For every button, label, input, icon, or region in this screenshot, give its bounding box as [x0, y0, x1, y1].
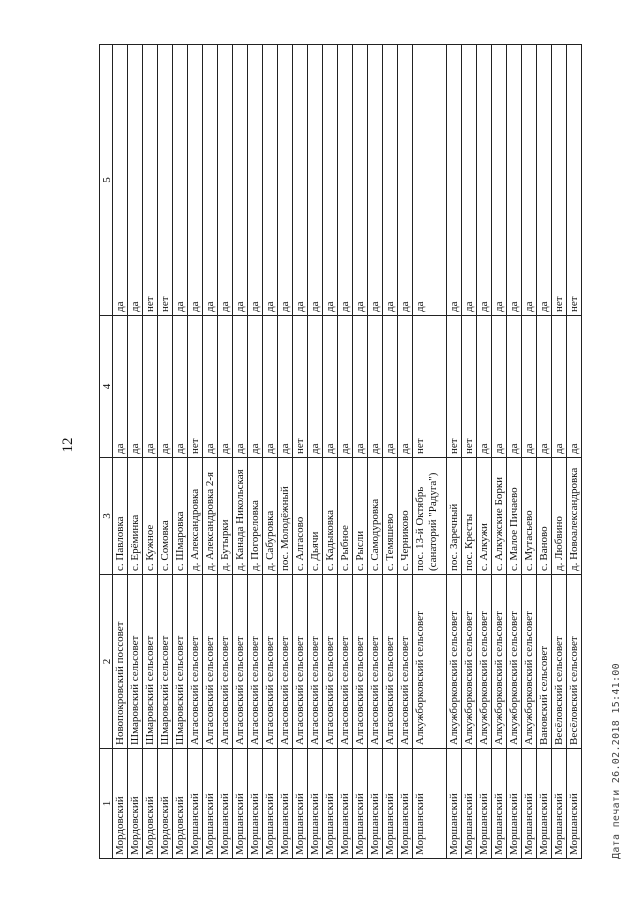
table-cell-col5: да — [248, 44, 263, 315]
table-cell-col1: Моршанский — [462, 748, 477, 859]
table-cell-col4: да — [248, 315, 263, 457]
table-cell-col2: Алгасовский сельсовет — [293, 574, 308, 748]
table-row — [263, 44, 278, 859]
table-cell-col4: нет — [188, 315, 203, 457]
table-cell-col1: Моршанский — [308, 748, 323, 859]
table-cell-col5: да — [507, 44, 522, 315]
table-cell-col5: нет — [158, 44, 173, 315]
table-row — [462, 44, 477, 859]
table-cell-col3: с. Алкужи — [477, 457, 492, 574]
table-cell-col2: Алгасовский сельсовет — [398, 574, 413, 748]
table-cell-col4: да — [368, 315, 383, 457]
table-cell-col3: с. Рысли — [353, 457, 368, 574]
table-cell-col2: Новопокровский поссовет — [113, 574, 128, 748]
table-cell-col2: Шмаровский сельсовет — [143, 574, 158, 748]
table-cell-col3: пос. Молодёжный — [278, 457, 293, 574]
table-cell-col4: да — [173, 315, 188, 457]
table-cell-col1: Мордовский — [143, 748, 158, 859]
table-cell-col4: да — [203, 315, 218, 457]
table-cell-col1: Мордовский — [173, 748, 188, 859]
table-cell-col2: Алгасовский сельсовет — [368, 574, 383, 748]
table-row — [278, 44, 293, 859]
table-cell-col4: да — [233, 315, 248, 457]
table-cell-col5: да — [537, 44, 552, 315]
table-row — [143, 44, 158, 859]
table-cell-col3: с. Кужное — [143, 457, 158, 574]
table-cell-col4: да — [338, 315, 353, 457]
table-row — [128, 44, 143, 859]
table-cell-col3: д. Новоалександровка — [567, 457, 582, 574]
table-cell-col5: да — [173, 44, 188, 315]
table-cell-col2: Алгасовский сельсовет — [203, 574, 218, 748]
table-cell-col2: Шмаровский сельсовет — [128, 574, 143, 748]
table-row — [522, 44, 537, 859]
table-row — [113, 44, 128, 859]
table-cell-col4: да — [383, 315, 398, 457]
table-cell-col2: Алкужборковский сельсовет — [492, 574, 507, 748]
table-row — [537, 44, 552, 859]
table-cell-col3: д. Александровка — [188, 457, 203, 574]
table-cell-col5: нет — [552, 44, 567, 315]
table-cell-col4: да — [218, 315, 233, 457]
header-cell-4: 4 — [100, 315, 114, 457]
table-cell-col1: Моршанский — [567, 748, 582, 859]
table-cell-col4: да — [537, 315, 552, 457]
table-cell-col3: д. Канада Никольская — [233, 457, 248, 574]
header-cell-5: 5 — [100, 44, 114, 315]
table-cell-col3: с. Сомовка — [158, 457, 173, 574]
table-cell-col2: Алгасовский сельсовет — [233, 574, 248, 748]
table-cell-col2: Весёловский сельсовет — [567, 574, 582, 748]
table-cell-col1: Моршанский — [278, 748, 293, 859]
table-row — [368, 44, 383, 859]
table-cell-col1: Моршанский — [552, 748, 567, 859]
table-cell-col5: да — [353, 44, 368, 315]
table-cell-col5: да — [368, 44, 383, 315]
table-cell-col3: пос. Кресты — [462, 457, 477, 574]
table-cell-col4: да — [522, 315, 537, 457]
table-cell-col5: да — [263, 44, 278, 315]
table-row — [233, 44, 248, 859]
table-cell-col4: да — [507, 315, 522, 457]
table-row — [447, 44, 462, 859]
table-cell-col3: пос. Заречный — [447, 457, 462, 574]
table-cell-col2: Вановский сельсовет — [537, 574, 552, 748]
table-cell-col2: Алгасовский сельсовет — [248, 574, 263, 748]
table-cell-col4: да — [308, 315, 323, 457]
table-cell-col1: Мордовский — [113, 748, 128, 859]
table-cell-col5: да — [398, 44, 413, 315]
table-cell-col1: Моршанский — [188, 748, 203, 859]
table-cell-col1: Моршанский — [413, 748, 447, 859]
table-cell-col2: Алкужборковский сельсовет — [522, 574, 537, 748]
table-cell-col4: да — [128, 315, 143, 457]
table-cell-col4: да — [353, 315, 368, 457]
table-cell-col2: Алгасовский сельсовет — [278, 574, 293, 748]
table-cell-col4: да — [323, 315, 338, 457]
table-cell-col1: Моршанский — [218, 748, 233, 859]
table-cell-col1: Моршанский — [263, 748, 278, 859]
table-cell-col1: Моршанский — [507, 748, 522, 859]
table-cell-col5: да — [203, 44, 218, 315]
page-number: 12 — [60, 437, 76, 453]
table-cell-col5: да — [492, 44, 507, 315]
table-cell-col4: да — [567, 315, 582, 457]
table-cell-col3: с. Павловка — [113, 457, 128, 574]
table-cell-col2: Алгасовский сельсовет — [323, 574, 338, 748]
table-cell-col3: с. Дьячи — [308, 457, 323, 574]
print-date: Дата печати 26.02.2018 15:41:00 — [611, 663, 622, 859]
table-cell-col2: Алкужборковский сельсовет — [413, 574, 447, 748]
table-row — [353, 44, 368, 859]
table-cell-col4: да — [492, 315, 507, 457]
table-row — [248, 44, 263, 859]
table-row — [492, 44, 507, 859]
table-cell-col3: с. Алгасово — [293, 457, 308, 574]
table-cell-col2: Алгасовский сельсовет — [188, 574, 203, 748]
table-cell-col1: Моршанский — [338, 748, 353, 859]
table-row — [398, 44, 413, 859]
table-row — [308, 44, 323, 859]
table-cell-col3: с. Темяшево — [383, 457, 398, 574]
table-cell-col1: Моршанский — [293, 748, 308, 859]
table-cell-col2: Шмаровский сельсовет — [173, 574, 188, 748]
table-cell-col4: да — [263, 315, 278, 457]
table-cell-col1: Моршанский — [492, 748, 507, 859]
header-cell-2: 2 — [100, 574, 114, 748]
table-cell-col3: д. Александровка 2-я — [203, 457, 218, 574]
table-row — [323, 44, 338, 859]
table-cell-col4: да — [278, 315, 293, 457]
table-cell-col5: нет — [567, 44, 582, 315]
table-cell-col1: Моршанский — [398, 748, 413, 859]
table-row — [203, 44, 218, 859]
table-cell-col5: да — [413, 44, 447, 315]
table-cell-col3: с. Малое Пичаево — [507, 457, 522, 574]
table-row — [158, 44, 173, 859]
table-cell-col5: да — [308, 44, 323, 315]
table-cell-col3: с. Кадыковка — [323, 457, 338, 574]
header-cell-3: 3 — [100, 457, 114, 574]
table-cell-col5: да — [293, 44, 308, 315]
table-cell-col1: Моршанский — [477, 748, 492, 859]
table-cell-col5: да — [462, 44, 477, 315]
table-cell-col1: Моршанский — [353, 748, 368, 859]
table-cell-col5: да — [278, 44, 293, 315]
table-cell-col2: Весёловский сельсовет — [552, 574, 567, 748]
table-cell-col1: Моршанский — [522, 748, 537, 859]
table-row — [383, 44, 398, 859]
table-cell-col1: Моршанский — [368, 748, 383, 859]
table-cell-col2: Шмаровский сельсовет — [158, 574, 173, 748]
table-cell-col4: да — [158, 315, 173, 457]
table-cell-col3: с. Алкужские Борки — [492, 457, 507, 574]
table-cell-col4: да — [477, 315, 492, 457]
table-cell-col1: Моршанский — [233, 748, 248, 859]
table-row — [188, 44, 203, 859]
table-cell-col5: да — [447, 44, 462, 315]
table-cell-col2: Алгасовский сельсовет — [263, 574, 278, 748]
table-cell-col3: с. Самодуровка — [368, 457, 383, 574]
table-cell-col1: Моршанский — [203, 748, 218, 859]
table-cell-col1: Моршанский — [447, 748, 462, 859]
table-cell-col3: д. Погореловка — [248, 457, 263, 574]
table-cell-col3: с. Черниково — [398, 457, 413, 574]
table-cell-col5: да — [338, 44, 353, 315]
table-cell-col1: Мордовский — [158, 748, 173, 859]
table-cell-col2: Алкужборковский сельсовет — [447, 574, 462, 748]
table-cell-col5: да — [323, 44, 338, 315]
table-cell-col5: да — [218, 44, 233, 315]
table-row — [552, 44, 567, 859]
table-cell-col1: Моршанский — [383, 748, 398, 859]
table-cell-col5: да — [477, 44, 492, 315]
table-cell-col3: с. Ерёминка — [128, 457, 143, 574]
table-cell-col3: д. Любвино — [552, 457, 567, 574]
table-cell-col5: да — [233, 44, 248, 315]
table-cell-col1: Моршанский — [537, 748, 552, 859]
table-cell-col5: да — [188, 44, 203, 315]
table-cell-col4: да — [398, 315, 413, 457]
table-cell-col5: да — [128, 44, 143, 315]
table-cell-col5: да — [113, 44, 128, 315]
header-cell-1: 1 — [100, 748, 114, 859]
table-cell-col2: Алгасовский сельсовет — [308, 574, 323, 748]
table-row — [293, 44, 308, 859]
table-cell-col2: Алгасовский сельсовет — [218, 574, 233, 748]
table-cell-col3: с. Рыбное — [338, 457, 353, 574]
table-row — [338, 44, 353, 859]
table-cell-col3: с. Ваново — [537, 457, 552, 574]
table-cell-col4: нет — [413, 315, 447, 457]
table-cell-col2: Алгасовский сельсовет — [338, 574, 353, 748]
table-cell-col1: Моршанский — [248, 748, 263, 859]
table-row — [218, 44, 233, 859]
table-cell-col1: Моршанский — [323, 748, 338, 859]
table-cell-col3: пос. 13-й Октябрь (санаторий "Радуга") — [413, 457, 447, 574]
table-cell-col4: да — [113, 315, 128, 457]
table-cell-col5: нет — [143, 44, 158, 315]
table-cell-col4: нет — [462, 315, 477, 457]
table-row — [567, 44, 582, 859]
table-cell-col1: Мордовский — [128, 748, 143, 859]
table-header-row — [99, 44, 113, 859]
table-cell-col2: Алкужборковский сельсовет — [462, 574, 477, 748]
table-row — [173, 44, 188, 859]
table-cell-col2: Алгасовский сельсовет — [353, 574, 368, 748]
data-table — [99, 44, 591, 859]
table-cell-col5: да — [383, 44, 398, 315]
table-cell-col3: д. Бутырки — [218, 457, 233, 574]
table-cell-col2: Алкужборковский сельсовет — [477, 574, 492, 748]
table-cell-col4: да — [552, 315, 567, 457]
table-cell-col4: нет — [293, 315, 308, 457]
table-row — [507, 44, 522, 859]
table-cell-col4: нет — [447, 315, 462, 457]
table-cell-col3: с. Мутасьево — [522, 457, 537, 574]
table-cell-col2: Алкужборковский сельсовет — [507, 574, 522, 748]
table-row — [477, 44, 492, 859]
table-cell-col3: д. Сабуровка — [263, 457, 278, 574]
table-cell-col3: с. Шмаровка — [173, 457, 188, 574]
table-cell-col4: да — [143, 315, 158, 457]
table-cell-col5: да — [522, 44, 537, 315]
table-row — [413, 44, 447, 859]
table-cell-col2: Алгасовский сельсовет — [383, 574, 398, 748]
